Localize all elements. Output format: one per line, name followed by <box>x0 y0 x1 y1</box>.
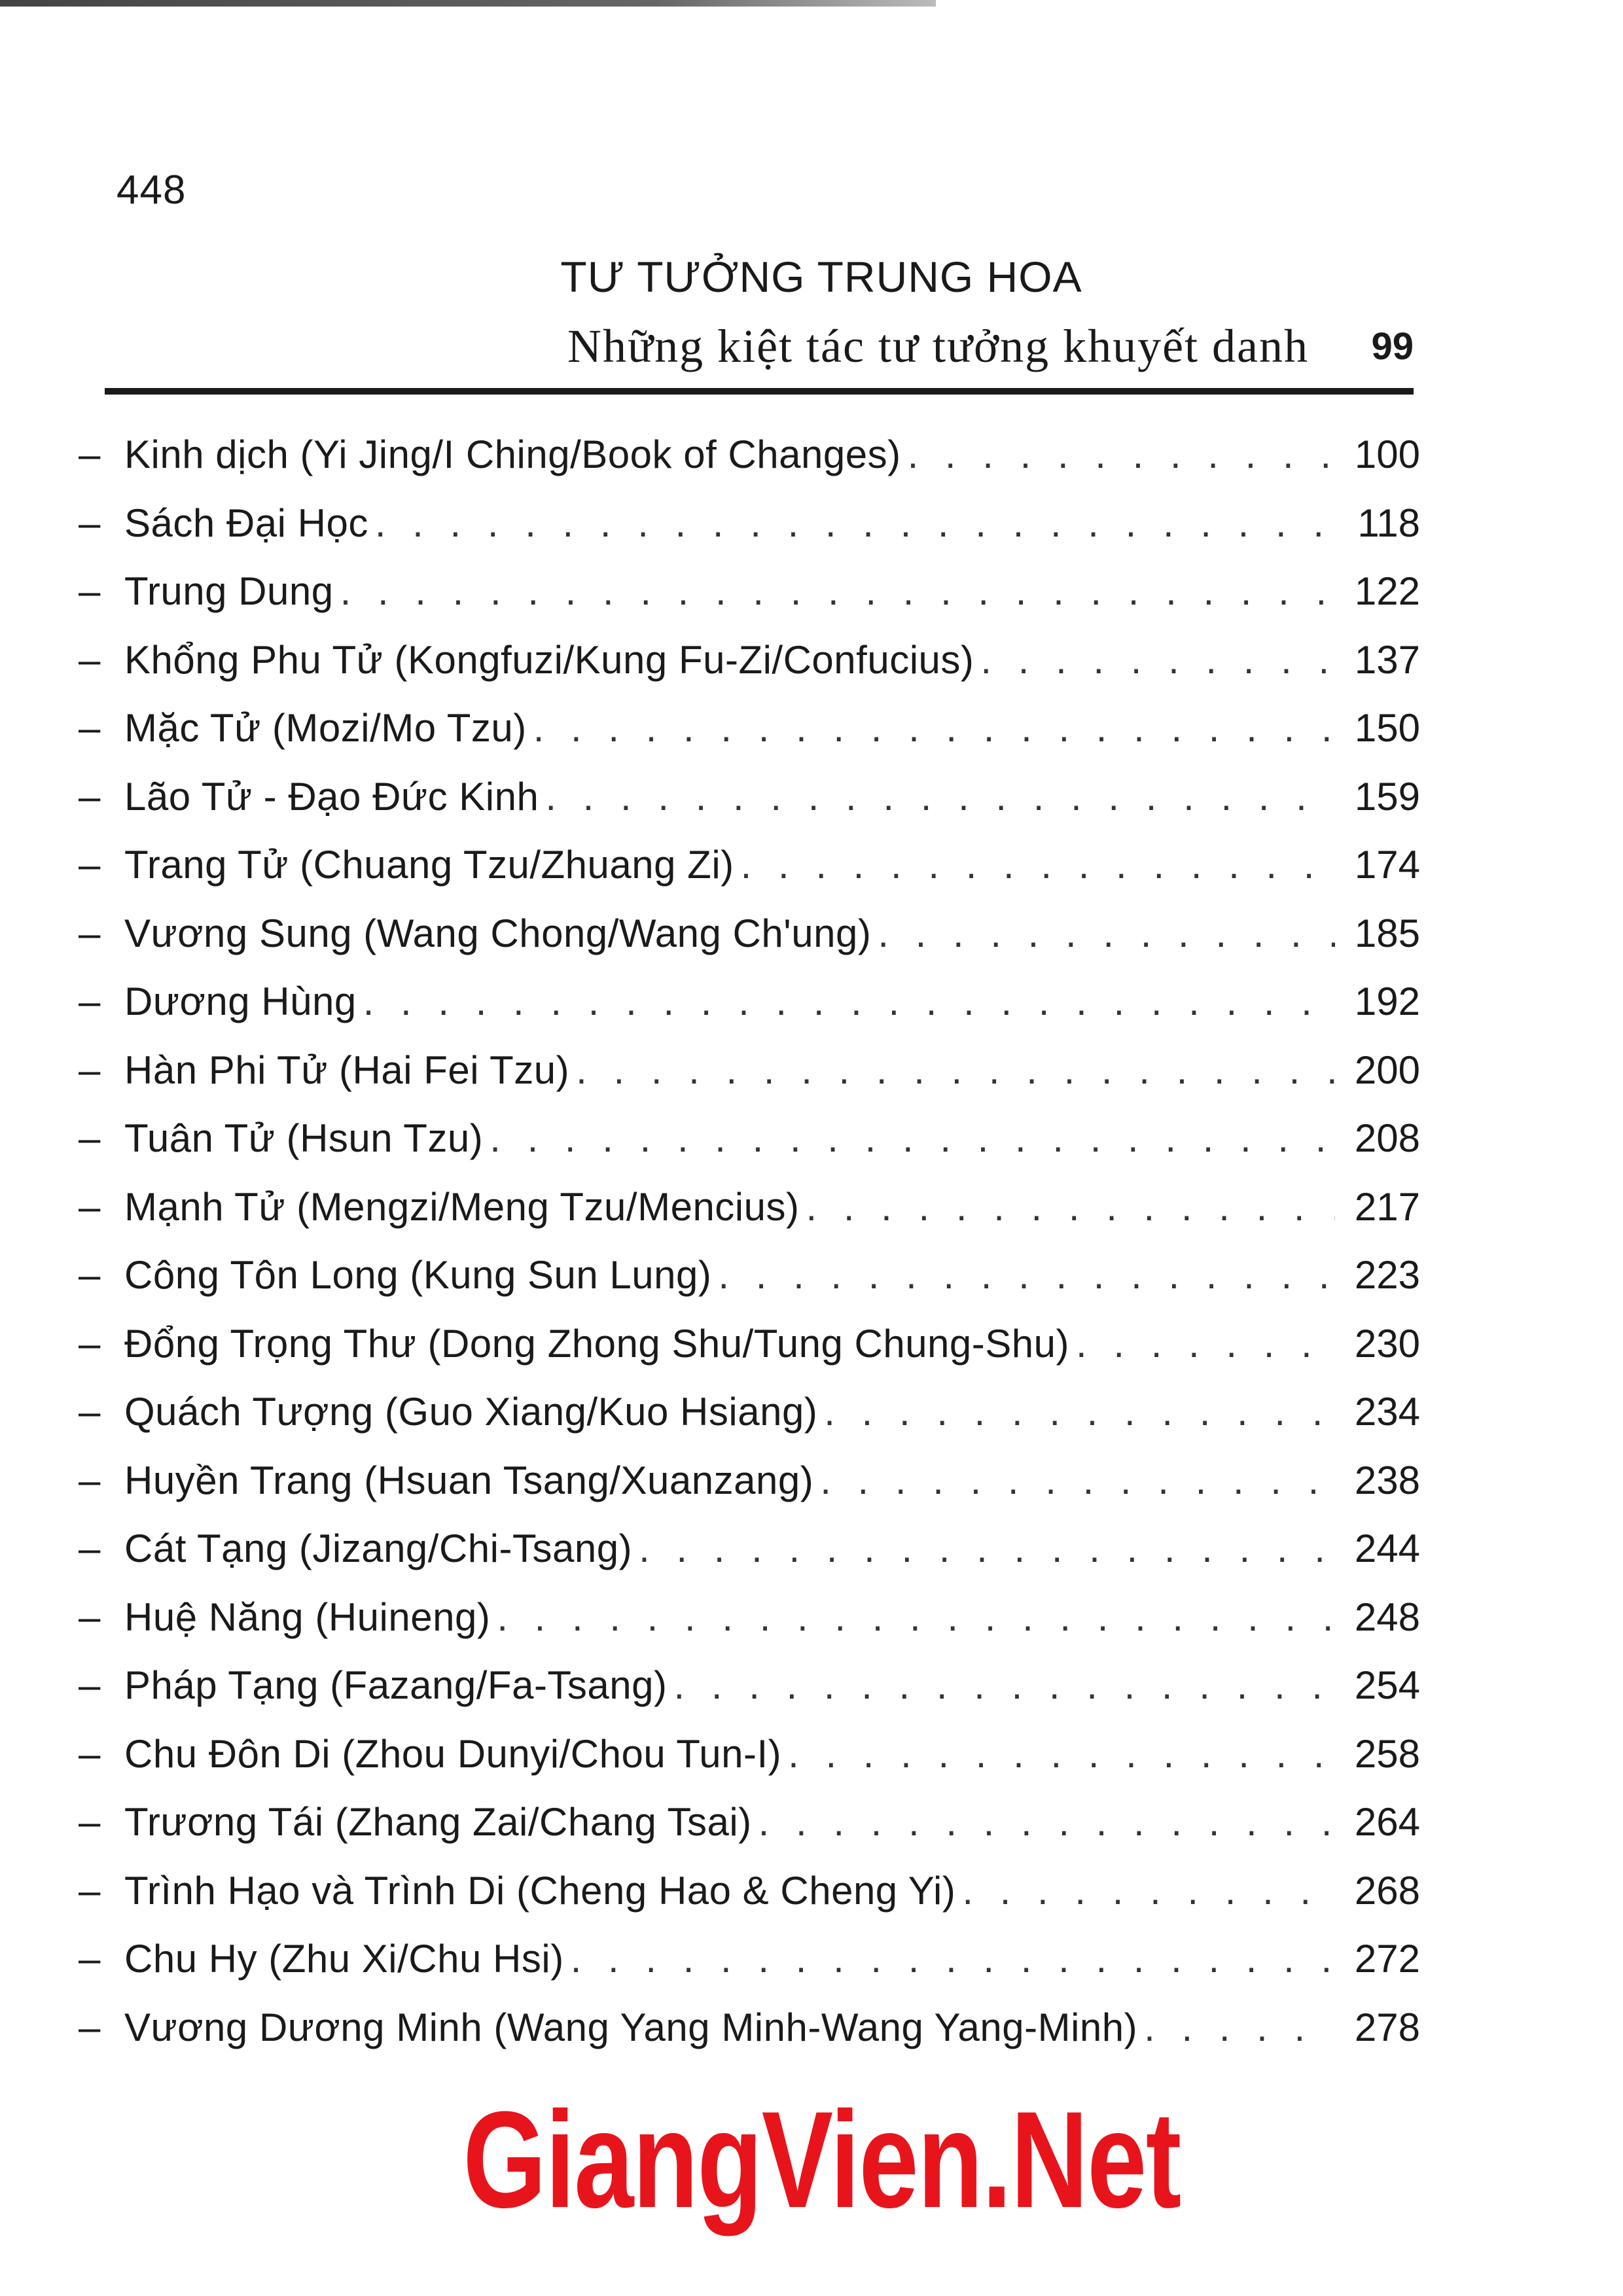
toc-entry-title: Trương Tái (Zhang Zai/Chang Tsai) <box>124 1800 752 1844</box>
toc-entry <box>79 1731 1420 1800</box>
toc-leader-dots <box>980 637 1335 682</box>
toc-entry-page: 278 <box>1354 2005 1420 2049</box>
toc-entry <box>79 774 1420 843</box>
toc-entry <box>79 1389 1420 1458</box>
toc-entry-page: 258 <box>1354 1731 1420 1776</box>
toc-entry-page: 137 <box>1354 637 1420 682</box>
section-title: TƯ TƯỞNG TRUNG HOA <box>560 253 1082 301</box>
toc-entry-page: 238 <box>1354 1458 1420 1502</box>
toc-entry-dash: – <box>79 637 101 682</box>
toc-leader-dots <box>545 774 1335 819</box>
toc-entry-title: Công Tôn Long (Kung Sun Lung) <box>124 1253 712 1297</box>
toc-entry-dash: – <box>79 1595 101 1639</box>
toc-entry-dash: – <box>79 1253 101 1297</box>
toc-entry-dash: – <box>79 501 101 545</box>
toc-entry-dash: – <box>79 1527 101 1570</box>
toc-entry-dash: – <box>79 843 101 887</box>
toc-entry-dash: – <box>79 433 101 476</box>
toc-leader-dots <box>741 842 1335 887</box>
toc-leader-dots <box>824 1389 1335 1434</box>
toc-entry <box>79 432 1420 501</box>
page-top-edge <box>0 0 936 7</box>
toc-leader-dots <box>363 979 1335 1024</box>
toc-entry-title: Chu Hy (Zhu Xi/Chu Hsi) <box>124 1937 564 1981</box>
toc-leader-dots <box>533 705 1335 751</box>
toc-entry <box>79 842 1420 911</box>
toc-entry <box>79 1595 1420 1663</box>
watermark-logo: GiangVien.Net <box>463 2083 1181 2236</box>
toc-entry-page: 192 <box>1354 980 1420 1023</box>
toc-entry-page: 217 <box>1354 1184 1420 1229</box>
toc-entry <box>79 705 1420 774</box>
toc-entry <box>79 2005 1420 2074</box>
toc-entry-dash: – <box>79 1937 101 1981</box>
toc-leader-dots <box>674 1663 1335 1708</box>
toc-entry-title: Kinh dịch (Yi Jing/I Ching/Book of Changes) <box>124 433 901 476</box>
toc-leader-dots <box>806 1184 1336 1229</box>
toc-entry <box>79 979 1420 1048</box>
toc-entry-dash: – <box>79 1800 101 1844</box>
toc-entry-page: 248 <box>1354 1595 1420 1639</box>
toc-entry-dash: – <box>79 1321 101 1366</box>
toc-entry-dash: – <box>79 2005 101 2049</box>
toc-entry-title: Chu Đôn Di (Zhou Dunyi/Chou Tun-I) <box>124 1731 782 1776</box>
toc-entry-page: 272 <box>1354 1937 1420 1981</box>
toc-entry-title: Đổng Trọng Thư (Dong Zhong Shu/Tung Chung-Shu) <box>124 1321 1070 1366</box>
toc-entry-page: 264 <box>1354 1800 1420 1844</box>
toc-entry-title: Dương Hùng <box>124 980 357 1023</box>
subtitle-row <box>105 319 1414 378</box>
toc-entry-title: Cát Tạng (Jizang/Chi-Tsang) <box>124 1527 633 1570</box>
toc-entry-dash: – <box>79 1390 101 1434</box>
toc-leader-dots <box>908 432 1335 477</box>
toc-leader-dots <box>490 1116 1335 1161</box>
toc-entry-title: Trang Tử (Chuang Tzu/Zhuang Zi) <box>124 843 734 887</box>
toc-entry <box>79 1868 1420 1937</box>
toc-entry-page: 200 <box>1354 1048 1420 1092</box>
toc-entry-dash: – <box>79 569 101 613</box>
toc-entry-title: Vương Dương Minh (Wang Yang Minh-Wang Yang-Minh) <box>124 2005 1138 2049</box>
toc-entry-title: Mạnh Tử (Mengzi/Meng Tzu/Mencius) <box>124 1184 800 1229</box>
toc-entry-page: 185 <box>1354 911 1420 955</box>
toc-leader-dots <box>718 1252 1335 1298</box>
toc-entry-dash: – <box>79 1663 101 1707</box>
toc-entry <box>79 1252 1420 1321</box>
toc-leader-dots <box>571 1936 1335 1981</box>
toc-entry-page: 268 <box>1354 1868 1420 1913</box>
subtitle-page-number: 99 <box>1371 325 1414 368</box>
subtitle-text: Những kiệt tác tư tưởng khuyết danh <box>567 320 1309 372</box>
toc-entry <box>79 637 1420 706</box>
toc-leader-dots <box>758 1799 1335 1845</box>
toc-leader-dots <box>1076 1321 1335 1366</box>
toc-entry <box>79 1184 1420 1253</box>
toc-entry-page: 159 <box>1354 774 1420 819</box>
toc-entry-page: 100 <box>1354 433 1420 476</box>
toc-entry-title: Trung Dung <box>124 569 334 613</box>
toc-entry-title: Huệ Năng (Huineng) <box>124 1595 491 1639</box>
toc-leader-dots <box>1144 2005 1335 2050</box>
toc-entry-title: Lão Tử - Đạo Đức Kinh <box>124 774 539 819</box>
toc-entry-page: 208 <box>1354 1116 1420 1160</box>
toc-leader-dots <box>375 501 1335 546</box>
toc-leader-dots <box>639 1526 1335 1571</box>
toc-entry-title: Quách Tượng (Guo Xiang/Kuo Hsiang) <box>124 1390 818 1434</box>
toc-entry <box>79 569 1420 637</box>
toc-entry-title: Khổng Phu Tử (Kongfuzi/Kung Fu-Zi/Confucius) <box>124 637 974 682</box>
toc-entry-dash: – <box>79 706 101 750</box>
toc-entry <box>79 1048 1420 1116</box>
toc-entry-title: Hàn Phi Tử (Hai Fei Tzu) <box>124 1048 570 1092</box>
table-of-contents <box>79 432 1420 2073</box>
toc-entry-title: Mặc Tử (Mozi/Mo Tzu) <box>124 706 527 750</box>
toc-entry-dash: – <box>79 911 101 955</box>
toc-entry-page: 244 <box>1354 1527 1420 1570</box>
toc-entry-dash: – <box>79 980 101 1023</box>
toc-entry-page: 150 <box>1354 706 1420 750</box>
toc-entry <box>79 1458 1420 1527</box>
toc-entry <box>79 1936 1420 2005</box>
toc-entry-page: 223 <box>1354 1253 1420 1297</box>
toc-leader-dots <box>576 1048 1335 1093</box>
toc-entry <box>79 1526 1420 1595</box>
page-number: 448 <box>116 168 187 213</box>
toc-entry-title: Pháp Tạng (Fazang/Fa-Tsang) <box>124 1663 668 1707</box>
toc-leader-dots <box>878 911 1335 956</box>
toc-entry-title: Vương Sung (Wang Chong/Wang Ch'ung) <box>124 911 872 955</box>
toc-entry-dash: – <box>79 1731 101 1776</box>
toc-entry <box>79 911 1420 980</box>
toc-leader-dots <box>962 1868 1335 1913</box>
toc-entry-dash: – <box>79 1048 101 1092</box>
toc-entry-dash: – <box>79 774 101 819</box>
toc-entry-page: 254 <box>1354 1663 1420 1707</box>
header-rule <box>105 388 1414 395</box>
toc-entry-title: Huyền Trang (Hsuan Tsang/Xuanzang) <box>124 1458 814 1502</box>
toc-entry-title: Tuân Tử (Hsun Tzu) <box>124 1116 484 1160</box>
toc-entry-page: 122 <box>1354 569 1420 613</box>
toc-entry-dash: – <box>79 1116 101 1160</box>
toc-entry-title: Sách Đại Học <box>124 501 368 545</box>
toc-leader-dots <box>497 1595 1335 1640</box>
toc-entry-page: 118 <box>1357 501 1420 545</box>
toc-entry-page: 174 <box>1354 843 1420 887</box>
toc-entry-dash: – <box>79 1868 101 1913</box>
toc-leader-dots <box>820 1458 1335 1503</box>
toc-entry <box>79 1116 1420 1184</box>
toc-entry <box>79 501 1420 569</box>
toc-leader-dots <box>788 1731 1335 1776</box>
toc-entry <box>79 1663 1420 1731</box>
toc-entry-page: 230 <box>1354 1321 1420 1366</box>
toc-entry <box>79 1799 1420 1868</box>
toc-entry-dash: – <box>79 1184 101 1229</box>
toc-entry <box>79 1321 1420 1390</box>
toc-entry-page: 234 <box>1354 1390 1420 1434</box>
toc-entry-dash: – <box>79 1458 101 1502</box>
toc-leader-dots <box>340 569 1335 614</box>
toc-entry-title: Trình Hạo và Trình Di (Cheng Hao & Cheng Yi) <box>124 1868 956 1913</box>
